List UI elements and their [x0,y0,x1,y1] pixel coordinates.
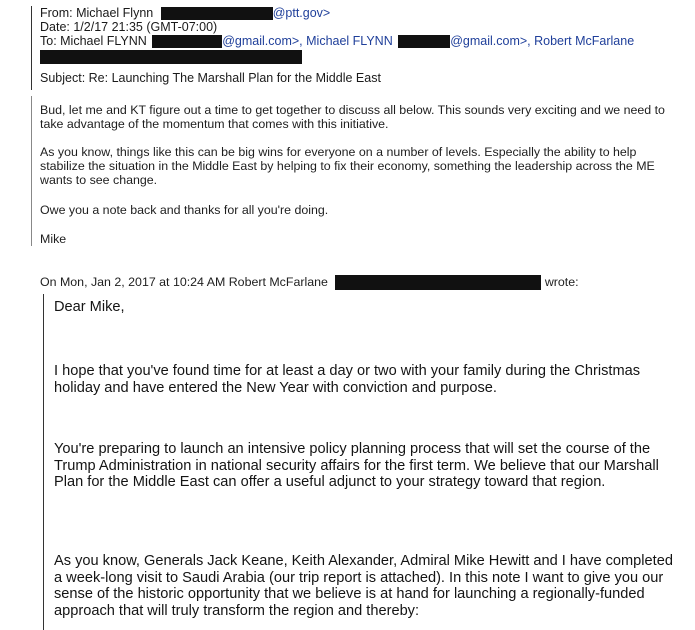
quoted-paragraph-3: As you know, Generals Jack Keane, Keith Alexander, Admiral Mike Hewitt and I have completed a week-long visit to Saudi Arabia (our trip report is attached). In this note I want to give you our sense of the historic opportunity that we believe is at hand for launching a regionally-funded approach that will truly transform the region and thereby: [54,553,673,619]
redaction-block [152,35,222,48]
reply-paragraph-3: Owe you a note back and thanks for all you're doing. [40,203,329,217]
redaction-block-wide [40,50,302,64]
reply-signature: Mike [40,232,67,246]
quote-attribution-prefix: On Mon, Jan 2, 2017 at 10:24 AM Robert McFarlane [40,275,328,289]
header-quote-bar [31,6,32,90]
redaction-block [335,275,541,290]
quoted-paragraph-1: I hope that you've found time for at least a day or two with your family during the Christmas holiday and have entered the New Year with conviction and purpose. [54,363,641,396]
reply-paragraph-1: Bud, let me and KT figure out a time to get together to discuss all below. This sounds very exciting and we need to take advantage of the momentum that comes with this initiative. [40,103,665,131]
to-label: To: Michael FLYNN [40,34,147,48]
quote-attribution-suffix: wrote: [544,275,579,289]
to-line [40,35,634,48]
subject-line: Subject: Re: Launching The Marshall Plan for the Middle East [40,71,381,85]
date-line: Date: 1/2/17 21:35 (GMT-07:00) [40,20,218,34]
quoted-greeting: Dear Mike, [54,299,125,315]
to-domain-2: @gmail.com>, Robert McFarlane [450,34,635,48]
to-domain-1: @gmail.com>, Michael FLYNN [222,34,393,48]
quoted-paragraph-2: You're preparing to launch an intensive policy planning process that will set the course of the Trump Administration in national security affairs for the first term. We believe that our Marshall Plan for the Middle East can offer a useful adjunct to your strategy toward that region. [54,441,659,490]
from-domain: @ptt.gov> [272,6,331,20]
reply-paragraph-2: As you know, things like this can be big wins for everyone on a number of levels. Especially the ability to help stabilize the situation in the Middle East by helping to fix their economy, something the leadership across the ME wants to see change. [40,145,655,187]
from-label: From: Michael Flynn [40,6,154,20]
redaction-block [161,7,273,20]
quoted-message-bar [43,294,44,630]
from-line [40,7,330,20]
quote-attribution [40,275,579,290]
redaction-block [398,35,450,48]
reply-quote-bar [31,96,32,246]
